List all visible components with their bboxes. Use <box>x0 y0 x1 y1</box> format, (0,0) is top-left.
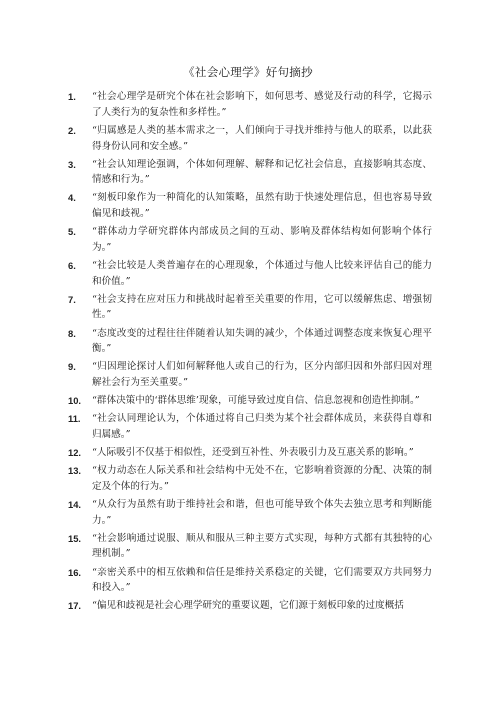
item-text: “社会认知理论强调，个体如何理解、解释和记忆社会信息，直接影响其态度、情感和行为。” <box>92 158 432 186</box>
list-item <box>68 463 432 494</box>
item-number: 17. <box>68 600 82 612</box>
list-item <box>68 123 432 154</box>
document-title: 《社会心理学》好句摘抄 <box>183 65 313 79</box>
list-item <box>68 326 432 357</box>
item-text: “群体决策中的‘群体思维’现象，可能导致过度自信、信息忽视和创造性抑制。” <box>92 395 420 407</box>
list-item <box>68 393 432 409</box>
item-text: “权力动态在人际关系和社会结构中无处不在，它影响着资源的分配、决策的制定及个体的行为。” <box>92 465 432 492</box>
item-number: 13. <box>68 465 82 477</box>
list-item <box>68 531 432 562</box>
item-number: 1. <box>68 91 76 102</box>
item-text: “社会认同理论认为，个体通过将自己归类为某个社会群体成员，来获得自尊和归属感。” <box>92 413 432 440</box>
item-text: “从众行为虽然有助于维持社会和谐，但也可能导致个体失去独立思考和判断能力。” <box>92 498 432 526</box>
item-number: 14. <box>68 498 82 510</box>
list-item <box>68 224 432 255</box>
item-number: 7. <box>68 293 76 305</box>
list-item <box>68 445 432 461</box>
item-text: “归属感是人类的基本需求之一，人们倾向于寻找并维持与他人的联系，以此获得身份认同和安全感。” <box>92 124 432 152</box>
item-number: 2. <box>68 124 76 136</box>
list-item <box>68 258 432 289</box>
item-number: 3. <box>68 158 76 170</box>
item-number: 10. <box>68 395 82 407</box>
item-text: “群体动力学研究群体内部成员之间的互动、影响及群体结构如何影响个体行为。” <box>92 226 432 253</box>
item-text: “刻板印象作为一种简化的认知策略，虽然有助于快速处理信息，但也容易导致偏见和歧视。” <box>92 192 432 220</box>
item-text: “亲密关系中的相互依赖和信任是维持关系稳定的关键，它们需要双方共同努力和投入。” <box>92 566 432 594</box>
item-number: 5. <box>68 226 76 238</box>
item-text: “社会支持在应对压力和挑战时起着至关重要的作用，它可以缓解焦虑、增强韧性。” <box>92 293 432 321</box>
item-number: 11. <box>68 413 81 425</box>
item-number: 8. <box>68 327 76 339</box>
item-text: “态度改变的过程往往伴随着认知失调的减少，个体通过调整态度来恢复心理平衡。” <box>92 327 432 355</box>
item-text: “社会心理学是研究个体在社会影响下，如何思考、感觉及行动的科学，它揭示了人类行为的复杂性和多样性。” <box>92 91 432 118</box>
item-number: 16. <box>68 566 82 578</box>
item-number: 6. <box>68 259 76 271</box>
item-number: 4. <box>68 192 76 204</box>
list-item <box>68 411 432 442</box>
list-item <box>68 565 432 596</box>
quote-list <box>68 89 432 616</box>
item-text: “社会比较是人类普遍存在的心理现象，个体通过与他人比较来评估自己的能力和价值。” <box>92 259 432 287</box>
item-text: “社会影响通过说服、顺从和服从三种主要方式实现，每种方式都有其独特的心理机制。” <box>92 532 432 560</box>
list-item <box>68 292 432 323</box>
list-item <box>68 157 432 188</box>
item-number: 12. <box>68 447 82 459</box>
item-text: “人际吸引不仅基于相似性，还受到互补性、外表吸引力及互惠关系的影响。” <box>92 447 414 459</box>
item-text: “归因理论探讨人们如何解释他人或自己的行为，区分内部归因和外部归因对理解社会行为至关重要。” <box>92 361 432 389</box>
list-item <box>68 598 432 614</box>
list-item <box>68 190 432 221</box>
item-number: 9. <box>68 361 76 373</box>
list-item <box>68 89 432 120</box>
item-text: “偏见和歧视是社会心理学研究的重要议题，它们源于刻板印象的过度概括 <box>92 600 404 612</box>
item-number: 15. <box>68 532 82 544</box>
list-item <box>68 359 432 390</box>
list-item <box>68 497 432 528</box>
